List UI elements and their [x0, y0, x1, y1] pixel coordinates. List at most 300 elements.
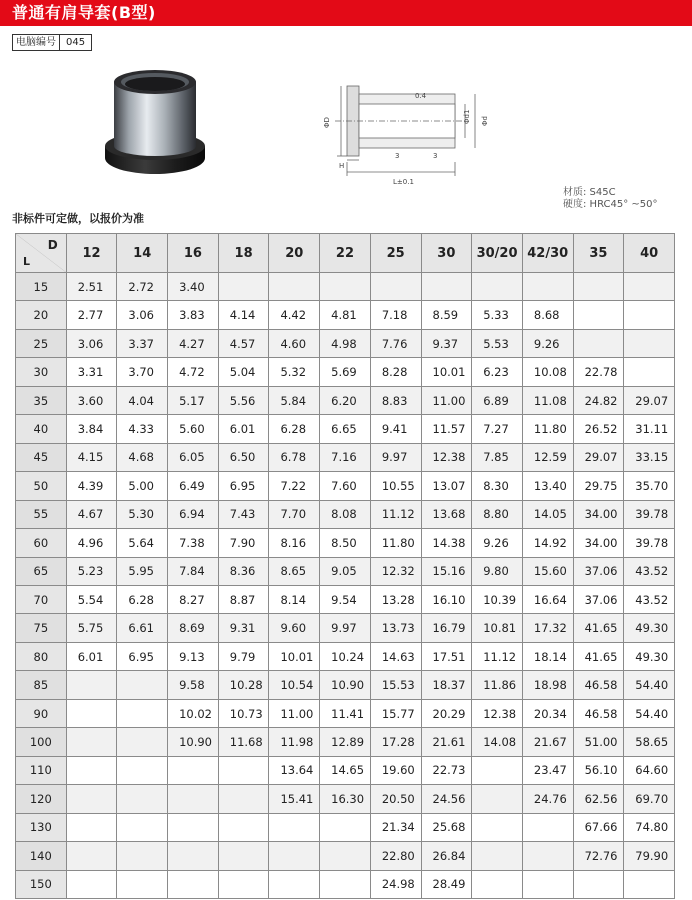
price-cell: 11.00: [421, 386, 472, 414]
price-cell: 10.24: [320, 642, 371, 670]
custom-note: 非标件可定做，以报价为准: [12, 212, 144, 225]
price-cell: 7.16: [320, 443, 371, 471]
row-length-cell: 130: [16, 813, 67, 841]
price-cell: [117, 842, 168, 870]
row-length-cell: 80: [16, 642, 67, 670]
price-cell: 8.16: [269, 529, 320, 557]
price-cell: 8.14: [269, 585, 320, 613]
price-cell: [66, 842, 117, 870]
price-cell: [320, 870, 371, 898]
column-header: 20: [269, 234, 320, 273]
price-cell: 35.70: [624, 472, 675, 500]
column-header: 30: [421, 234, 472, 273]
price-cell: [624, 301, 675, 329]
row-length-cell: 65: [16, 557, 67, 585]
price-cell: 4.27: [168, 329, 219, 357]
price-cell: 5.30: [117, 500, 168, 528]
price-cell: 4.33: [117, 415, 168, 443]
row-length-cell: 140: [16, 842, 67, 870]
price-cell: 2.77: [66, 301, 117, 329]
price-cell: 43.52: [624, 557, 675, 585]
table-row: [16, 785, 675, 813]
table-row: [16, 614, 675, 642]
price-cell: 29.75: [573, 472, 624, 500]
price-cell: 11.41: [320, 699, 371, 727]
price-cell: 19.60: [370, 756, 421, 784]
price-cell: 3.37: [117, 329, 168, 357]
roughness-label: 0.4: [415, 92, 427, 100]
price-cell: 5.04: [218, 358, 269, 386]
price-cell: [269, 870, 320, 898]
price-cell: 10.90: [168, 728, 219, 756]
table-row: [16, 358, 675, 386]
column-header: 18: [218, 234, 269, 273]
row-length-cell: 90: [16, 699, 67, 727]
computer-code-label: 电脑编号: [13, 35, 60, 50]
hardness-line: 硬度: HRC45° ~50°: [563, 199, 658, 210]
price-cell: 7.90: [218, 529, 269, 557]
price-cell: [117, 728, 168, 756]
price-cell: [66, 671, 117, 699]
price-cell: 12.38: [472, 699, 523, 727]
price-cell: 24.76: [522, 785, 573, 813]
table-row: [16, 386, 675, 414]
price-cell: 20.29: [421, 699, 472, 727]
price-cell: 10.39: [472, 585, 523, 613]
price-cell: [624, 329, 675, 357]
price-cell: 8.28: [370, 358, 421, 386]
price-cell: 37.06: [573, 585, 624, 613]
price-cell: 22.73: [421, 756, 472, 784]
price-cell: [573, 273, 624, 301]
price-cell: 7.43: [218, 500, 269, 528]
price-cell: [573, 870, 624, 898]
price-cell: 13.68: [421, 500, 472, 528]
price-cell: 3.83: [168, 301, 219, 329]
price-cell: 3.60: [66, 386, 117, 414]
price-cell: 6.50: [218, 443, 269, 471]
price-cell: 8.59: [421, 301, 472, 329]
price-cell: 39.78: [624, 529, 675, 557]
price-cell: 34.00: [573, 500, 624, 528]
price-cell: [117, 785, 168, 813]
price-cell: [624, 273, 675, 301]
price-cell: 6.89: [472, 386, 523, 414]
price-cell: [66, 756, 117, 784]
price-cell: 5.00: [117, 472, 168, 500]
price-cell: 14.63: [370, 642, 421, 670]
price-cell: 22.78: [573, 358, 624, 386]
price-cell: 14.92: [522, 529, 573, 557]
price-cell: 58.65: [624, 728, 675, 756]
price-cell: [573, 301, 624, 329]
price-cell: 8.27: [168, 585, 219, 613]
price-cell: 18.37: [421, 671, 472, 699]
price-cell: [218, 842, 269, 870]
price-cell: 6.20: [320, 386, 371, 414]
price-cell: [320, 273, 371, 301]
price-cell: 9.79: [218, 642, 269, 670]
price-cell: 5.32: [269, 358, 320, 386]
price-cell: 29.07: [624, 386, 675, 414]
price-cell: 7.60: [320, 472, 371, 500]
price-cell: 29.07: [573, 443, 624, 471]
price-cell: 12.32: [370, 557, 421, 585]
price-cell: 7.18: [370, 301, 421, 329]
technical-drawing: [315, 76, 505, 194]
price-cell: 43.52: [624, 585, 675, 613]
material-spec: [563, 187, 658, 211]
price-cell: 5.60: [168, 415, 219, 443]
price-cell: 5.84: [269, 386, 320, 414]
row-length-cell: 150: [16, 870, 67, 898]
phi-d-label: Φd: [481, 116, 489, 126]
row-length-cell: 55: [16, 500, 67, 528]
computer-code-box: [12, 34, 92, 51]
price-cell: 17.32: [522, 614, 573, 642]
price-cell: 17.28: [370, 728, 421, 756]
price-cell: [66, 699, 117, 727]
row-length-cell: 70: [16, 585, 67, 613]
price-cell: 24.98: [370, 870, 421, 898]
price-cell: 5.23: [66, 557, 117, 585]
price-cell: [269, 842, 320, 870]
table-row: [16, 273, 675, 301]
price-cell: 11.08: [522, 386, 573, 414]
price-cell: 67.66: [573, 813, 624, 841]
price-cell: 9.60: [269, 614, 320, 642]
price-cell: 6.23: [472, 358, 523, 386]
price-cell: 41.65: [573, 614, 624, 642]
price-cell: 6.01: [218, 415, 269, 443]
price-cell: 15.41: [269, 785, 320, 813]
price-cell: [421, 273, 472, 301]
price-cell: 18.98: [522, 671, 573, 699]
bushing-photo: [100, 66, 210, 182]
price-cell: 13.64: [269, 756, 320, 784]
corner-l-label: L: [23, 255, 31, 268]
price-cell: 5.17: [168, 386, 219, 414]
price-cell: 28.49: [421, 870, 472, 898]
row-length-cell: 35: [16, 386, 67, 414]
price-cell: 4.98: [320, 329, 371, 357]
price-cell: 11.86: [472, 671, 523, 699]
price-cell: 31.11: [624, 415, 675, 443]
row-length-cell: 120: [16, 785, 67, 813]
price-cell: 10.01: [269, 642, 320, 670]
price-cell: 4.57: [218, 329, 269, 357]
price-cell: 34.00: [573, 529, 624, 557]
price-cell: 17.51: [421, 642, 472, 670]
price-cell: 24.82: [573, 386, 624, 414]
table-row: [16, 728, 675, 756]
price-cell: 64.60: [624, 756, 675, 784]
price-cell: [66, 870, 117, 898]
price-cell: [320, 842, 371, 870]
price-cell: 9.13: [168, 642, 219, 670]
three-b-label: 3: [433, 152, 438, 160]
price-cell: 6.49: [168, 472, 219, 500]
price-cell: [168, 813, 219, 841]
price-cell: 7.85: [472, 443, 523, 471]
price-cell: 8.36: [218, 557, 269, 585]
price-cell: 14.05: [522, 500, 573, 528]
price-cell: 12.59: [522, 443, 573, 471]
price-cell: [117, 671, 168, 699]
price-cell: 8.30: [472, 472, 523, 500]
phi-d1-label: Φd1: [463, 109, 471, 124]
row-length-cell: 15: [16, 273, 67, 301]
column-header: 16: [168, 234, 219, 273]
price-cell: [624, 870, 675, 898]
price-cell: 11.98: [269, 728, 320, 756]
price-cell: [472, 756, 523, 784]
price-cell: 5.54: [66, 585, 117, 613]
price-cell: 49.30: [624, 642, 675, 670]
price-cell: 11.80: [522, 415, 573, 443]
column-header: 14: [117, 234, 168, 273]
price-cell: 8.69: [168, 614, 219, 642]
computer-code-value: 045: [66, 37, 86, 48]
price-cell: 11.12: [472, 642, 523, 670]
price-cell: 9.26: [472, 529, 523, 557]
price-cell: [117, 813, 168, 841]
table-row: [16, 329, 675, 357]
price-cell: 10.08: [522, 358, 573, 386]
price-cell: 3.70: [117, 358, 168, 386]
price-cell: [269, 273, 320, 301]
price-cell: 4.81: [320, 301, 371, 329]
price-cell: 10.55: [370, 472, 421, 500]
price-cell: [218, 273, 269, 301]
price-cell: 11.12: [370, 500, 421, 528]
price-cell: 20.50: [370, 785, 421, 813]
price-cell: [66, 813, 117, 841]
price-cell: 74.80: [624, 813, 675, 841]
price-cell: 2.72: [117, 273, 168, 301]
price-cell: 4.60: [269, 329, 320, 357]
price-cell: [218, 785, 269, 813]
table-header-row: [16, 234, 675, 273]
material-line: 材质: S45C: [563, 187, 616, 198]
price-cell: 14.08: [472, 728, 523, 756]
price-cell: 5.64: [117, 529, 168, 557]
corner-d-label: D: [47, 238, 58, 252]
price-cell: 3.06: [66, 329, 117, 357]
price-cell: 7.70: [269, 500, 320, 528]
price-cell: 13.73: [370, 614, 421, 642]
price-cell: 9.26: [522, 329, 573, 357]
row-length-cell: 60: [16, 529, 67, 557]
price-cell: 6.78: [269, 443, 320, 471]
price-cell: 24.56: [421, 785, 472, 813]
price-cell: 9.54: [320, 585, 371, 613]
price-cell: 12.38: [421, 443, 472, 471]
price-cell: [66, 728, 117, 756]
price-cell: 21.67: [522, 728, 573, 756]
price-cell: 16.30: [320, 785, 371, 813]
price-cell: 15.77: [370, 699, 421, 727]
price-cell: 11.00: [269, 699, 320, 727]
price-cell: 4.96: [66, 529, 117, 557]
price-cell: [168, 756, 219, 784]
price-cell: 69.70: [624, 785, 675, 813]
price-cell: [117, 870, 168, 898]
price-cell: [168, 842, 219, 870]
price-cell: 7.76: [370, 329, 421, 357]
price-cell: 4.14: [218, 301, 269, 329]
price-cell: 10.28: [218, 671, 269, 699]
price-cell: [66, 785, 117, 813]
price-table: [15, 233, 675, 899]
price-cell: [472, 785, 523, 813]
price-cell: 13.40: [522, 472, 573, 500]
price-cell: [117, 756, 168, 784]
price-cell: [573, 329, 624, 357]
price-cell: 16.10: [421, 585, 472, 613]
price-cell: 9.97: [370, 443, 421, 471]
table-row: [16, 301, 675, 329]
table-row: [16, 415, 675, 443]
price-cell: [522, 273, 573, 301]
price-cell: 15.16: [421, 557, 472, 585]
price-cell: 8.80: [472, 500, 523, 528]
h-label: H: [339, 162, 345, 170]
price-cell: [218, 813, 269, 841]
price-cell: [168, 785, 219, 813]
length-label: L±0.1: [393, 178, 414, 186]
row-length-cell: 100: [16, 728, 67, 756]
row-length-cell: 40: [16, 415, 67, 443]
column-header: 40: [624, 234, 675, 273]
price-cell: [269, 813, 320, 841]
price-cell: 9.05: [320, 557, 371, 585]
table-row: [16, 585, 675, 613]
price-cell: 9.58: [168, 671, 219, 699]
price-cell: 11.80: [370, 529, 421, 557]
row-length-cell: 30: [16, 358, 67, 386]
price-cell: [522, 870, 573, 898]
price-cell: 16.64: [522, 585, 573, 613]
price-cell: 10.54: [269, 671, 320, 699]
price-cell: 6.28: [269, 415, 320, 443]
table-row: [16, 472, 675, 500]
price-cell: 10.73: [218, 699, 269, 727]
price-cell: 9.31: [218, 614, 269, 642]
price-cell: 4.04: [117, 386, 168, 414]
price-cell: 21.34: [370, 813, 421, 841]
price-cell: 8.87: [218, 585, 269, 613]
price-cell: 9.80: [472, 557, 523, 585]
price-cell: 49.30: [624, 614, 675, 642]
column-header: 22: [320, 234, 371, 273]
row-length-cell: 110: [16, 756, 67, 784]
price-cell: 13.07: [421, 472, 472, 500]
price-cell: 13.28: [370, 585, 421, 613]
price-cell: 14.65: [320, 756, 371, 784]
price-cell: 2.51: [66, 273, 117, 301]
price-cell: 10.02: [168, 699, 219, 727]
price-cell: 15.53: [370, 671, 421, 699]
price-cell: 7.38: [168, 529, 219, 557]
price-cell: [370, 273, 421, 301]
table-row: [16, 443, 675, 471]
price-cell: 10.81: [472, 614, 523, 642]
price-cell: 3.84: [66, 415, 117, 443]
column-header: 42/30: [522, 234, 573, 273]
price-cell: [522, 813, 573, 841]
price-cell: 7.84: [168, 557, 219, 585]
column-header: 25: [370, 234, 421, 273]
price-cell: 72.76: [573, 842, 624, 870]
price-cell: 6.28: [117, 585, 168, 613]
table-row: [16, 756, 675, 784]
price-cell: 7.27: [472, 415, 523, 443]
price-cell: 25.68: [421, 813, 472, 841]
price-cell: 5.56: [218, 386, 269, 414]
price-cell: 6.05: [168, 443, 219, 471]
price-cell: 5.53: [472, 329, 523, 357]
table-row: [16, 500, 675, 528]
price-cell: 62.56: [573, 785, 624, 813]
table-row: [16, 642, 675, 670]
price-cell: 8.83: [370, 386, 421, 414]
price-cell: [320, 813, 371, 841]
price-cell: 46.58: [573, 699, 624, 727]
three-a-label: 3: [395, 152, 400, 160]
price-cell: [218, 870, 269, 898]
price-cell: [117, 699, 168, 727]
price-cell: 46.58: [573, 671, 624, 699]
table-row: [16, 671, 675, 699]
price-cell: 5.95: [117, 557, 168, 585]
price-cell: 79.90: [624, 842, 675, 870]
price-cell: 5.75: [66, 614, 117, 642]
price-cell: 9.97: [320, 614, 371, 642]
price-cell: 21.61: [421, 728, 472, 756]
price-cell: 54.40: [624, 699, 675, 727]
price-cell: [218, 756, 269, 784]
price-cell: [472, 870, 523, 898]
title-bar: [0, 0, 692, 26]
table-row: [16, 699, 675, 727]
price-cell: 41.65: [573, 642, 624, 670]
phi-D-label: ΦD: [323, 117, 331, 128]
price-cell: 6.65: [320, 415, 371, 443]
row-length-cell: 50: [16, 472, 67, 500]
corner-cell: [16, 234, 67, 273]
price-cell: 8.68: [522, 301, 573, 329]
price-cell: 22.80: [370, 842, 421, 870]
price-cell: 3.06: [117, 301, 168, 329]
price-cell: 26.52: [573, 415, 624, 443]
column-header: 12: [66, 234, 117, 273]
row-length-cell: 85: [16, 671, 67, 699]
price-cell: 54.40: [624, 671, 675, 699]
price-cell: [168, 870, 219, 898]
price-cell: 4.42: [269, 301, 320, 329]
price-cell: [472, 813, 523, 841]
price-cell: 4.15: [66, 443, 117, 471]
price-cell: [624, 358, 675, 386]
price-cell: 12.89: [320, 728, 371, 756]
price-cell: 7.22: [269, 472, 320, 500]
table-row: [16, 813, 675, 841]
price-cell: [472, 842, 523, 870]
price-cell: 10.01: [421, 358, 472, 386]
price-cell: 6.01: [66, 642, 117, 670]
price-cell: 4.68: [117, 443, 168, 471]
